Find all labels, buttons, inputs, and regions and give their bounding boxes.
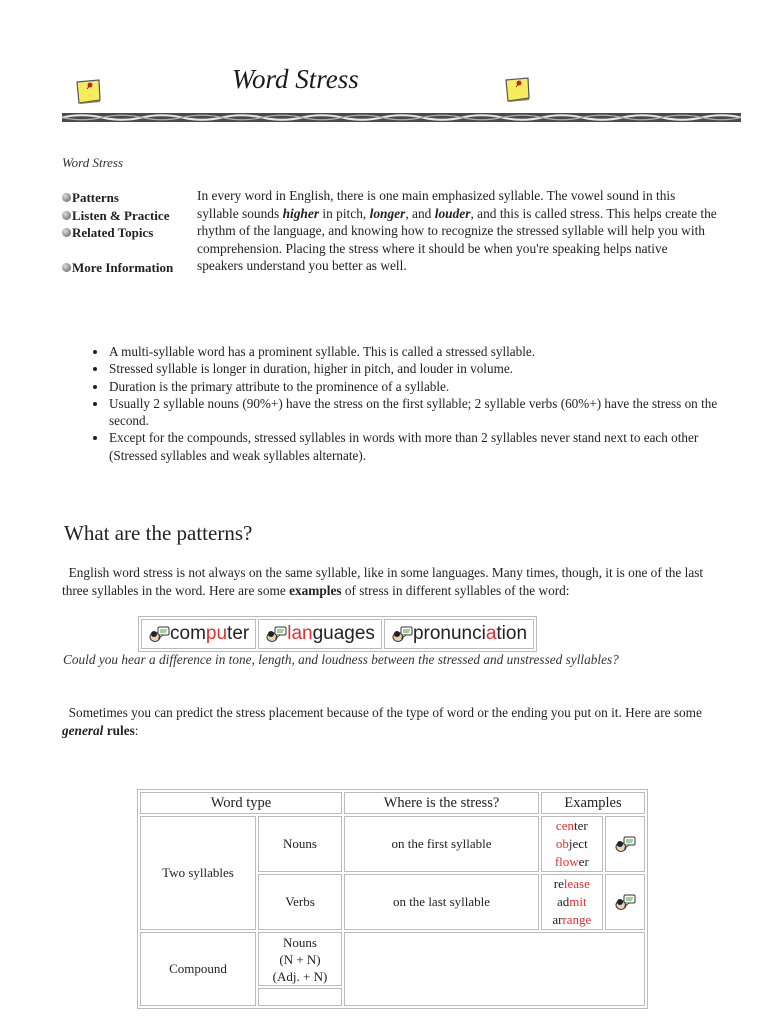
example-word-languages[interactable]: languages: [258, 619, 382, 649]
nav-link-related-topics[interactable]: Related Topics: [62, 224, 187, 242]
list-item: • Except for the compounds, stressed syllables in words with more than 2 syllables never stand next to each other (Stressed syllables and weak syllables alternate).: [108, 429, 748, 464]
nav-link-listen-practice[interactable]: Listen & Practice: [62, 207, 187, 225]
noun-audio-cell[interactable]: [605, 816, 645, 872]
list-item: • Usually 2 syllable nouns (90%+) have the stress on the first syllable; 2 syllable verbs (60%+) have the stress on the second.: [108, 395, 748, 430]
compound-cell: Compound: [140, 932, 256, 1006]
patterns-paragraph: English word stress is not always on the same syllable, like in some languages. Many times, though, it is one of the last three syllables in the word. Here are some examples of stress in different syllables of the word:: [62, 565, 704, 598]
side-nav: [62, 189, 187, 276]
table-header: Examples: [541, 792, 645, 814]
nouns-cell: Nouns: [258, 816, 342, 872]
two-syllables-cell: Two syllables: [140, 816, 256, 930]
section-heading: What are the patterns?: [64, 521, 253, 545]
empty-cell: [258, 988, 342, 1006]
bullet-icon: [62, 263, 71, 272]
verb-audio-cell[interactable]: [605, 874, 645, 930]
verbs-cell: Verbs: [258, 874, 342, 930]
speaker-icon[interactable]: [391, 625, 413, 643]
speaker-icon[interactable]: [614, 893, 636, 911]
intro-paragraph: In every word in English, there is one main emphasized syllable. The vowel sound in this syllable sounds higher in pitch, longer, and louder, and this is called stress. This helps create the rhythm of the language, and knowing how to recognize the stressed syllable will help you with comprehension. Placing the stress where it should be when you're speaking helps native speakers understand you better as well.: [197, 188, 717, 274]
speaker-icon[interactable]: [265, 625, 287, 643]
breadcrumb: Word Stress: [62, 155, 124, 170]
fact-list: [86, 343, 748, 464]
sticky-note-icon: [503, 76, 531, 102]
compound-empty-cell: [344, 932, 645, 1006]
speaker-icon[interactable]: [614, 835, 636, 853]
nav-link-patterns[interactable]: Patterns: [62, 189, 187, 207]
bullet-icon: [62, 193, 71, 202]
list-item: • Stressed syllable is longer in duration, higher in pitch, and louder in volume.: [108, 360, 748, 377]
list-item: • Duration is the primary attribute to the prominence of a syllable.: [108, 378, 748, 395]
nouns-stress-cell: on the first syllable: [344, 816, 539, 872]
verb-examples: release admit arrange: [541, 874, 603, 930]
rules-paragraph: Sometimes you can predict the stress placement because of the type of word or the ending you put on it. Here are some general rules:: [62, 705, 702, 738]
nav-link-more-information[interactable]: More Information: [62, 259, 187, 277]
page-title: Word Stress: [232, 64, 359, 94]
bullet-icon: [62, 228, 71, 237]
example-word-pronunciation[interactable]: pronunciation: [384, 619, 534, 649]
decorative-divider: [62, 113, 741, 122]
verbs-stress-cell: on the last syllable: [344, 874, 539, 930]
compound-nouns-cell: Nouns (N + N) (Adj. + N): [258, 932, 342, 986]
table-header: Where is the stress?: [344, 792, 539, 814]
speaker-icon[interactable]: [148, 625, 170, 643]
bullet-icon: [62, 211, 71, 220]
noun-examples: center object flower: [541, 816, 603, 872]
sticky-note-icon: [74, 78, 102, 104]
table-header: Word type: [140, 792, 342, 814]
list-item: • A multi-syllable word has a prominent syllable. This is called a stressed syllable.: [108, 343, 748, 360]
example-word-computer[interactable]: computer: [141, 619, 256, 649]
example-words-table: [138, 616, 537, 652]
rules-table: [137, 789, 648, 1009]
question-text: Could you hear a difference in tone, length, and loudness between the stressed and unstressed syllables?: [63, 652, 619, 667]
